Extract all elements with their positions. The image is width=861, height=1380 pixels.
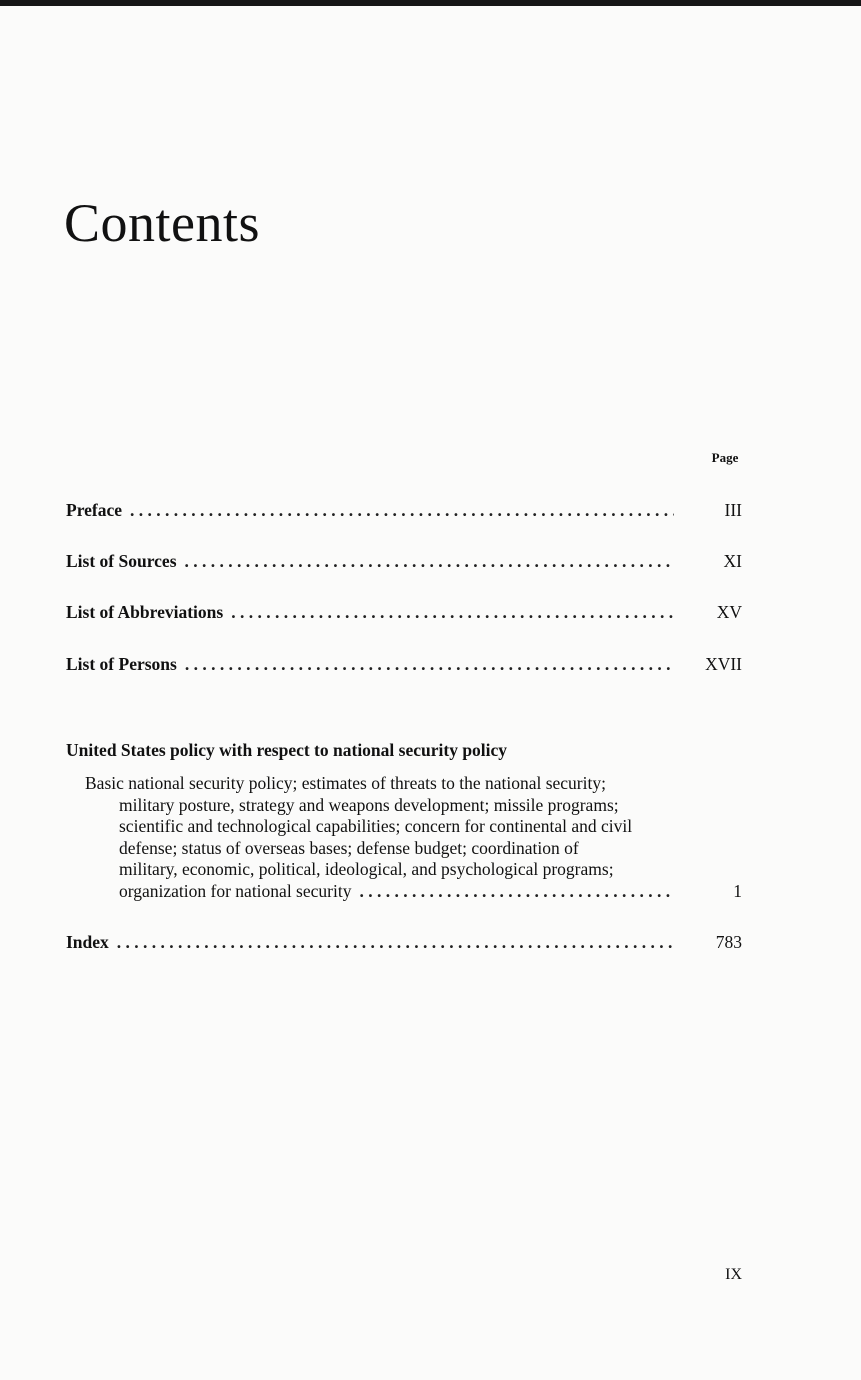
page-title: Contents (64, 193, 261, 253)
section-heading: United States policy with respect to national security policy (66, 740, 508, 760)
toc-entry-page: 1 (733, 880, 742, 901)
dot-leader (185, 654, 674, 675)
subentry-line: organization for national security (119, 880, 352, 901)
dot-leader (117, 932, 674, 953)
toc-entry-label: Index (66, 932, 109, 952)
dot-leader (359, 881, 674, 903)
dot-leader (130, 500, 674, 521)
toc-entry-label: Preface (66, 500, 123, 520)
toc-entry-list-of-abbreviations[interactable] (66, 602, 742, 623)
page-folio-number: IX (725, 1266, 742, 1283)
dot-leader (185, 551, 674, 572)
toc-entry-label: List of Abbreviations (66, 602, 224, 622)
toc-entry-page: XI (723, 551, 742, 571)
toc-entry-list-of-persons[interactable] (66, 654, 742, 675)
toc-entry-label: List of Persons (66, 654, 177, 674)
subentry-last-line (85, 881, 742, 903)
toc-entry-preface[interactable] (66, 500, 742, 521)
toc-entry-page: III (724, 500, 742, 520)
toc-subentry-national-security[interactable] (85, 773, 742, 903)
toc-entry-label: List of Sources (66, 551, 177, 571)
subentry-line: scientific and technological capabilities; concern for continental and civil (119, 816, 633, 837)
toc-entry-page: 783 (715, 932, 742, 952)
toc-entry-page: XV (716, 602, 742, 622)
top-border-rule (0, 0, 861, 6)
subentry-line: military, economic, political, ideological, and psychological programs; (119, 859, 614, 880)
toc-entry-page: XVII (705, 654, 742, 674)
toc-entry-index[interactable] (66, 932, 742, 953)
dot-leader (231, 602, 674, 623)
subentry-line: Basic national security policy; estimates of threats to the national security; (85, 773, 606, 793)
subentry-line: military posture, strategy and weapons development; missile programs; (119, 794, 619, 815)
subentry-line: defense; status of overseas bases; defense budget; coordination of (119, 837, 579, 858)
toc-entry-list-of-sources[interactable] (66, 551, 742, 572)
page-column-label: Page (711, 450, 739, 465)
